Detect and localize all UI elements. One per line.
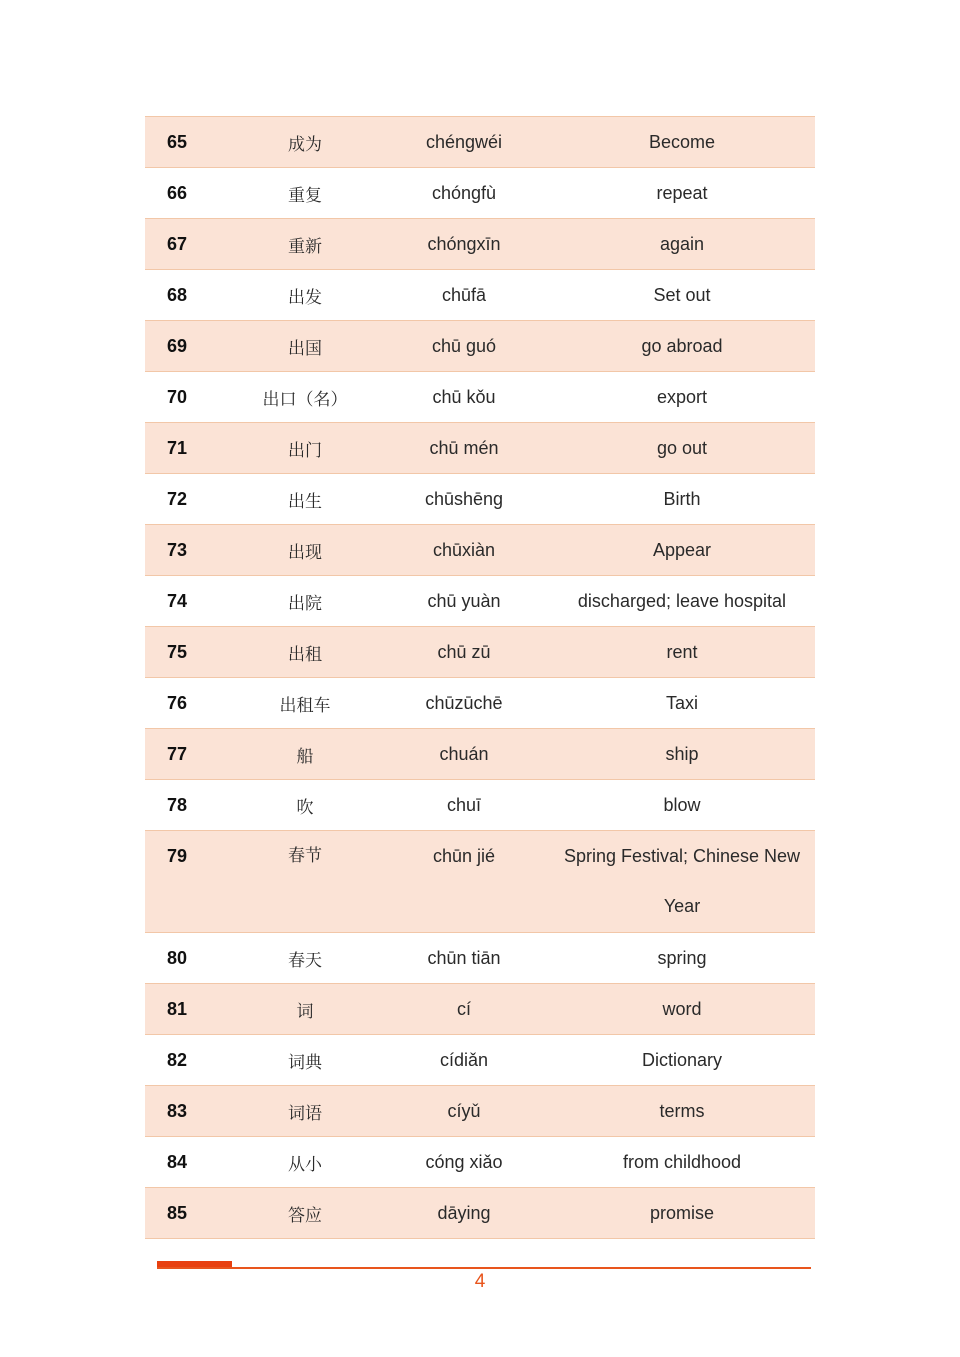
row-meaning: Dictionary [549, 1035, 815, 1086]
row-meaning: Appear [549, 525, 815, 576]
row-meaning: promise [549, 1188, 815, 1239]
row-meaning: ship [549, 729, 815, 780]
row-number: 71 [145, 423, 231, 474]
row-number: 80 [145, 933, 231, 984]
table-row [145, 1188, 815, 1239]
row-hanzi: 重复 [231, 168, 379, 219]
row-hanzi: 词 [231, 984, 379, 1035]
row-pinyin: chuán [379, 729, 549, 780]
row-hanzi: 成为 [231, 117, 379, 168]
row-number: 83 [145, 1086, 231, 1137]
row-meaning: blow [549, 780, 815, 831]
footer-divider-line [157, 1267, 811, 1269]
row-hanzi: 答应 [231, 1188, 379, 1239]
row-pinyin: cídiǎn [379, 1035, 549, 1086]
table-row [145, 525, 815, 576]
table-row [145, 219, 815, 270]
row-number: 70 [145, 372, 231, 423]
row-pinyin: chūzūchē [379, 678, 549, 729]
table-row [145, 627, 815, 678]
table-row [145, 780, 815, 831]
row-hanzi: 出国 [231, 321, 379, 372]
row-hanzi: 词典 [231, 1035, 379, 1086]
table-row [145, 984, 815, 1035]
row-meaning: Birth [549, 474, 815, 525]
table-row [145, 1137, 815, 1188]
row-hanzi: 从小 [231, 1137, 379, 1188]
row-pinyin: chū zū [379, 627, 549, 678]
row-pinyin: cí [379, 984, 549, 1035]
vocabulary-table-body [145, 117, 815, 1239]
row-meaning: terms [549, 1086, 815, 1137]
row-meaning: from childhood [549, 1137, 815, 1188]
row-pinyin: chūn tiān [379, 933, 549, 984]
row-number: 74 [145, 576, 231, 627]
row-number: 68 [145, 270, 231, 321]
row-pinyin: chū kǒu [379, 372, 549, 423]
row-hanzi: 出门 [231, 423, 379, 474]
row-meaning: repeat [549, 168, 815, 219]
row-number: 77 [145, 729, 231, 780]
row-pinyin: dāying [379, 1188, 549, 1239]
row-number: 78 [145, 780, 231, 831]
table-row [145, 168, 815, 219]
row-number: 65 [145, 117, 231, 168]
row-pinyin: chóngfù [379, 168, 549, 219]
table-row [145, 372, 815, 423]
row-hanzi: 春天 [231, 933, 379, 984]
row-hanzi: 出租车 [231, 678, 379, 729]
row-hanzi: 出租 [231, 627, 379, 678]
row-meaning: Taxi [549, 678, 815, 729]
table-row [145, 729, 815, 780]
row-number: 69 [145, 321, 231, 372]
row-number: 66 [145, 168, 231, 219]
row-number: 67 [145, 219, 231, 270]
row-number: 85 [145, 1188, 231, 1239]
page-number: 4 [474, 1271, 486, 1292]
table-row [145, 1086, 815, 1137]
row-number: 81 [145, 984, 231, 1035]
row-number: 82 [145, 1035, 231, 1086]
row-meaning: again [549, 219, 815, 270]
vocabulary-table [145, 116, 815, 1239]
row-meaning: Set out [549, 270, 815, 321]
row-pinyin: chū yuàn [379, 576, 549, 627]
row-number: 72 [145, 474, 231, 525]
table-row [145, 678, 815, 729]
row-pinyin: chéngwéi [379, 117, 549, 168]
row-pinyin: chóngxīn [379, 219, 549, 270]
row-meaning: word [549, 984, 815, 1035]
row-pinyin: chū mén [379, 423, 549, 474]
row-pinyin: chūxiàn [379, 525, 549, 576]
row-hanzi: 重新 [231, 219, 379, 270]
row-pinyin: chūn jié [379, 831, 549, 933]
table-row [145, 117, 815, 168]
row-pinyin: cóng xiǎo [379, 1137, 549, 1188]
row-number: 79 [145, 831, 231, 933]
row-pinyin: chūshēng [379, 474, 549, 525]
row-meaning: go abroad [549, 321, 815, 372]
row-meaning: go out [549, 423, 815, 474]
table-row [145, 1035, 815, 1086]
table-row [145, 321, 815, 372]
row-hanzi: 词语 [231, 1086, 379, 1137]
row-hanzi: 吹 [231, 780, 379, 831]
table-row [145, 474, 815, 525]
row-number: 75 [145, 627, 231, 678]
row-meaning: discharged; leave hospital [549, 576, 815, 627]
row-meaning: Spring Festival; Chinese New Year [549, 831, 815, 933]
row-hanzi: 出口（名） [231, 372, 379, 423]
table-row [145, 933, 815, 984]
row-number: 76 [145, 678, 231, 729]
row-meaning: rent [549, 627, 815, 678]
row-hanzi: 春节 [231, 831, 379, 933]
table-row [145, 423, 815, 474]
row-pinyin: chūfā [379, 270, 549, 321]
row-pinyin: chuī [379, 780, 549, 831]
table-row [145, 576, 815, 627]
table-row [145, 270, 815, 321]
row-number: 84 [145, 1137, 231, 1188]
row-hanzi: 出院 [231, 576, 379, 627]
row-hanzi: 出现 [231, 525, 379, 576]
row-pinyin: chū guó [379, 321, 549, 372]
row-hanzi: 出发 [231, 270, 379, 321]
row-number: 73 [145, 525, 231, 576]
row-hanzi: 船 [231, 729, 379, 780]
row-pinyin: cíyǔ [379, 1086, 549, 1137]
row-hanzi: 出生 [231, 474, 379, 525]
row-meaning: spring [549, 933, 815, 984]
row-meaning: export [549, 372, 815, 423]
table-row [145, 831, 815, 933]
row-meaning: Become [549, 117, 815, 168]
